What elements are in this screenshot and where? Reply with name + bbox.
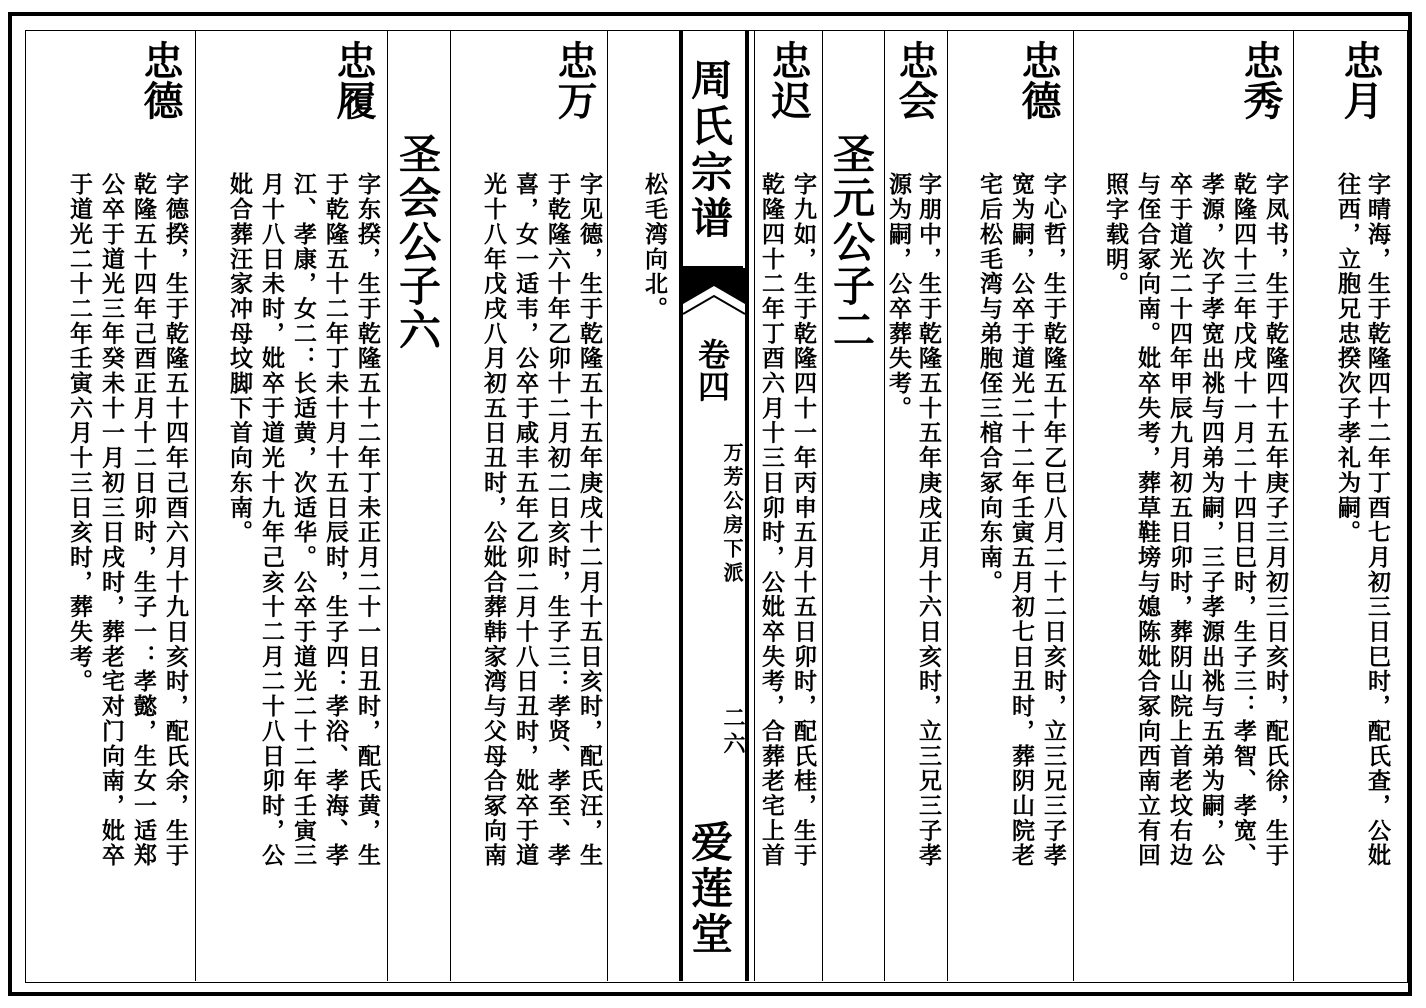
- column-divider: [387, 31, 388, 981]
- entry-line: 与侄合冢向南。妣卒失考，葬草鞋塝与媳陈妣合冢向西南立有回: [1134, 172, 1161, 868]
- person-name: 忠万: [551, 40, 598, 120]
- entry-line: 江、孝康，女二：长适黄，次适华。公卒于道光二十二年壬寅三: [290, 172, 317, 868]
- column-divider: [195, 31, 196, 981]
- person-name: 忠德: [137, 40, 184, 120]
- entry-line: 照字载明。: [1102, 172, 1129, 297]
- entry-line: 字东揆，生于乾隆五十二年丁未正月二十一日丑时，配氏黄，生: [354, 172, 381, 868]
- entry-line: 源为嗣，公卒葬失考。: [885, 172, 912, 421]
- hall-name: 爱莲堂: [685, 820, 734, 958]
- section-heading: 圣会公子六: [393, 132, 442, 352]
- column-divider: [1293, 31, 1294, 981]
- entry-line: 于乾隆六十年乙卯十二月初二日亥时，生子三：孝贤、孝至、孝: [544, 172, 571, 868]
- person-name: 忠履: [330, 40, 377, 120]
- column-divider: [822, 31, 823, 981]
- volume-label: 卷四: [693, 338, 731, 402]
- column-divider: [607, 31, 608, 981]
- person-name: 忠德: [1015, 40, 1062, 120]
- entry-line: 孝源，次子孝宽出祧与四弟为嗣，三子孝源出祧与五弟为嗣，公: [1198, 172, 1225, 868]
- entry-line: 乾隆四十三年戊戌十一月二十四日巳时，生子三：孝智、孝宽、: [1230, 172, 1257, 868]
- entry-line: 松毛湾向北。: [641, 172, 668, 322]
- entry-line: 光十八年戊戌八月初五日丑时，公妣合葬韩家湾与父母合冢向南: [480, 172, 507, 868]
- page-number: 二六: [720, 706, 746, 758]
- entry-line: 于乾隆五十二年丁未十月十五日辰时，生子四：孝浴、孝海、孝: [322, 172, 349, 868]
- column-divider: [754, 31, 755, 981]
- column-divider: [450, 31, 451, 981]
- entry-line: 字心哲，生于乾隆五十年乙巳八月二十二日亥时，立三兄三子孝: [1040, 172, 1067, 868]
- person-name: 忠秀: [1237, 40, 1284, 120]
- genealogy-title: 周氏宗谱: [685, 58, 734, 242]
- entry-line: 往西，立胞兄忠揆次子孝礼为嗣。: [1334, 172, 1361, 545]
- gutter-border-left: [679, 31, 683, 981]
- column-divider: [1073, 31, 1074, 981]
- entry-line: 宽为嗣，公卒于道光二十二年壬寅五月初七日丑时，葬阴山院老: [1008, 172, 1035, 868]
- entry-line: 妣合葬汪家冲母坟脚下首向东南。: [226, 172, 253, 545]
- column-divider: [947, 31, 948, 981]
- entry-line: 卒于道光二十四年甲辰九月初五日卯时，葬阴山院上首老坟右边: [1166, 172, 1193, 868]
- person-name: 忠月: [1337, 40, 1384, 120]
- fish-tail-mark: [683, 268, 745, 330]
- entry-line: 字凤书，生于乾隆四十五年庚子三月初三日亥时，配氏徐，生于: [1262, 172, 1289, 868]
- person-name: 忠迟: [765, 40, 812, 120]
- entry-line: 字晴海，生于乾隆四十二年丁酉七月初三日巳时，配氏查，公妣: [1364, 172, 1391, 868]
- branch-label: 万芳公房下派: [720, 442, 744, 586]
- entry-line: 乾隆五十四年己酉正月十二日卯时，生子一：孝懿，生女一适郑: [130, 172, 157, 868]
- entry-line: 宅后松毛湾与弟胞侄三棺合冢向东南。: [976, 172, 1003, 595]
- gutter-border-right: [745, 31, 749, 981]
- entry-line: 于道光二十二年壬寅六月十三日亥时，葬失考。: [66, 172, 93, 694]
- entry-line: 字九如，生于乾隆四十一年丙申五月十五日卯时，配氏桂，生于: [790, 172, 817, 868]
- section-heading: 圣元公子二: [827, 132, 876, 352]
- entry-line: 字见德，生于乾隆五十五年庚戌十二月十五日亥时，配氏汪，生: [576, 172, 603, 868]
- entry-line: 公卒于道光三年癸未十一月初三日戌时，葬老宅对门向南，妣卒: [98, 172, 125, 868]
- entry-line: 乾隆四十二年丁酉六月十三日卯时，公妣卒失考，合葬老宅上首: [758, 172, 785, 868]
- entry-line: 字德揆，生于乾隆五十四年己酉六月十九日亥时，配氏余，生于: [162, 172, 189, 868]
- entry-line: 喜，女一适韦，公卒于咸丰五年乙卯二月十八日丑时，妣卒于道: [512, 172, 539, 868]
- person-name: 忠会: [892, 40, 939, 120]
- entry-line: 字朋中，生于乾隆五十五年庚戌正月十六日亥时，立三兄三子孝: [915, 172, 942, 868]
- entry-line: 月十八日未时，妣卒于道光十九年己亥十二月二十八日卯时，公: [258, 172, 285, 868]
